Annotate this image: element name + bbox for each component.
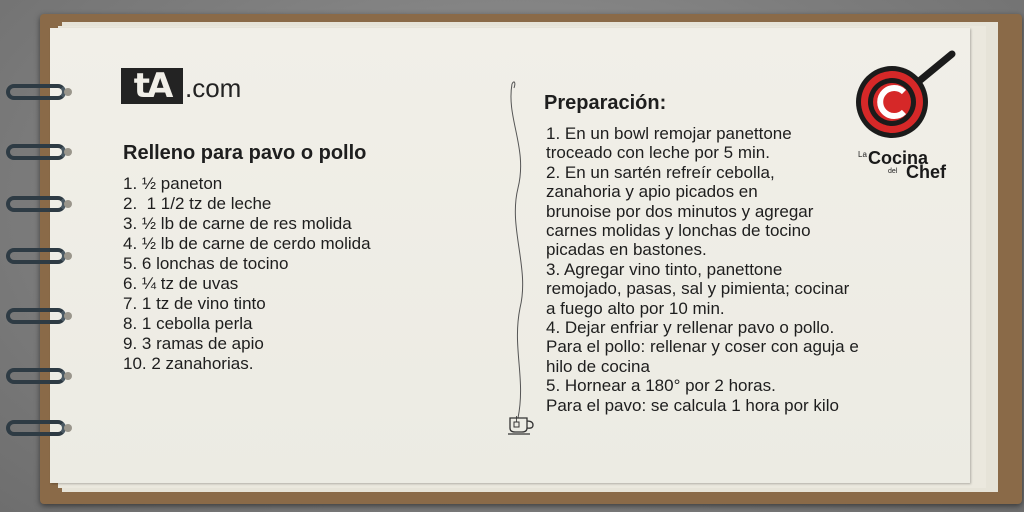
preparation-line: Para el pavo: se calcula 1 hora por kilo	[546, 395, 839, 415]
brand-la: La	[858, 150, 867, 159]
teacup-icon	[506, 412, 536, 436]
ingredient-item: 6. ¼ tz de uvas	[123, 274, 239, 293]
preparation-line: carnes molidas y lonchas de tocino	[546, 221, 811, 241]
spiral-binding-ring	[6, 366, 72, 388]
site-logo-mark: tA	[121, 68, 183, 104]
preparation-line: brunoise por dos minutos y agregar	[546, 201, 814, 221]
ingredient-item: 4. ½ lb de carne de cerdo molida	[123, 234, 371, 253]
preparation-line: 2. En un sartén refreír cebolla,	[546, 162, 775, 182]
ingredient-item: 8. 1 cebolla perla	[123, 314, 253, 333]
preparation-line: remojado, pasas, sal y pimienta; cocinar	[546, 279, 850, 299]
ingredient-item: 9. 3 ramas de apio	[123, 334, 264, 353]
preparation-line: 3. Agregar vino tinto, panettone	[546, 259, 783, 279]
preparation-line: 1. En un bowl remojar panettone	[546, 124, 792, 143]
spiral-binding-ring	[6, 194, 72, 216]
preparation-line: picadas en bastones.	[546, 240, 707, 260]
spiral-binding-ring	[6, 246, 72, 268]
brand-del: del	[888, 168, 898, 175]
preparation-line: 5. Hornear a 180° por 2 horas.	[546, 376, 776, 396]
spiral-binding-ring	[6, 418, 72, 440]
ingredient-item: 2. 1 1/2 tz de leche	[123, 194, 272, 213]
brand-wordmark	[858, 148, 958, 188]
spiral-binding-ring	[6, 306, 72, 328]
ingredients-list	[123, 174, 453, 374]
ingredients-title: Relleno para pavo o pollo	[123, 142, 367, 164]
ingredient-item: 10. 2 zanahorias.	[123, 354, 254, 373]
preparation-line: troceado con leche por 5 min.	[546, 143, 770, 163]
preparation-line: hilo de cocina	[546, 356, 650, 376]
site-logo[interactable]	[121, 64, 241, 104]
preparation-title: Preparación:	[544, 92, 667, 114]
preparation-line: a fuego alto por 10 min.	[546, 298, 725, 318]
preparation-line: zanahoria y apio picados en	[546, 182, 758, 202]
ingredient-item: 5. 6 lonchas de tocino	[123, 254, 289, 273]
string-divider	[500, 78, 540, 438]
preparation-line: 4. Dejar enfriar y rellenar pavo o pollo.	[546, 318, 835, 338]
brand-chef: Chef	[906, 162, 946, 182]
spiral-binding-ring	[6, 82, 72, 104]
preparation-line: Para el pollo: rellenar y coser con aguja e	[546, 337, 859, 357]
site-logo-suffix: .com	[185, 73, 242, 103]
ingredient-item: 7. 1 tz de vino tinto	[123, 294, 266, 313]
ingredient-item: 3. ½ lb de carne de res molida	[123, 214, 352, 233]
brand-cocina: Cocina	[868, 148, 929, 168]
ingredient-item: 1. ½ paneton	[123, 174, 223, 193]
spiral-binding-ring	[6, 142, 72, 164]
